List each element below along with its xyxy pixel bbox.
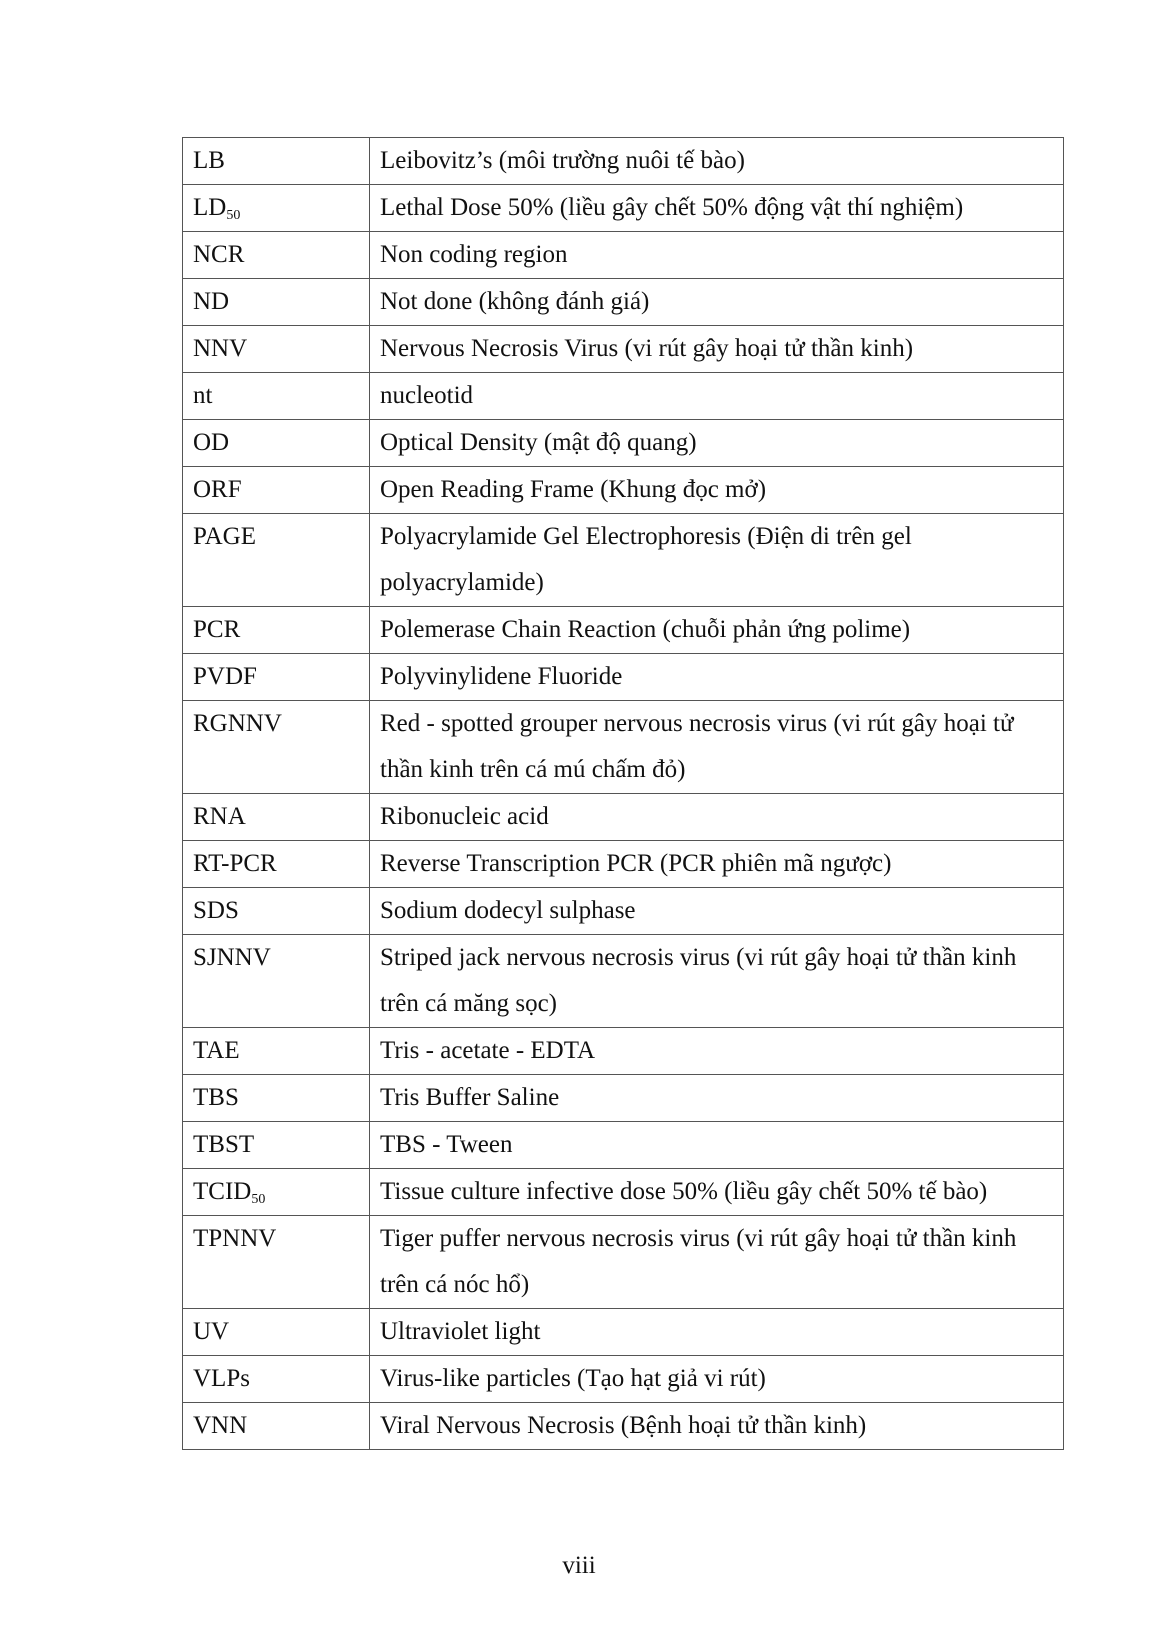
page-number: viii [562,1552,596,1579]
abbreviation-cell: PCR [183,607,370,654]
meaning-cell: Striped jack nervous necrosis virus (vi rút gây hoại tử thần kinh trên cá măng sọc) [370,935,1064,1028]
abbreviation-cell: PAGE [183,514,370,607]
table-row [183,654,1064,701]
meaning-cell: Non coding region [370,232,1064,279]
meaning-cell: Sodium dodecyl sulphase [370,888,1064,935]
meaning-cell: Red - spotted grouper nervous necrosis virus (vi rút gây hoại tử thần kinh trên cá mú chấm đỏ) [370,701,1064,794]
meaning-cell: Reverse Transcription PCR (PCR phiên mã ngược) [370,841,1064,888]
abbreviation-cell: LB [183,138,370,185]
abbreviation-cell: ORF [183,467,370,514]
meaning-cell: Ultraviolet light [370,1309,1064,1356]
abbreviation-cell: PVDF [183,654,370,701]
abbreviation-cell: NCR [183,232,370,279]
table-row [183,1309,1064,1356]
table-row [183,138,1064,185]
abbreviation-cell: UV [183,1309,370,1356]
abbreviation-cell: ND [183,279,370,326]
table-row [183,1028,1064,1075]
abbreviation-cell: TBS [183,1075,370,1122]
table-row [183,1169,1064,1216]
meaning-cell: Viral Nervous Necrosis (Bệnh hoại tử thần kinh) [370,1403,1064,1450]
table-row [183,841,1064,888]
table-row [183,607,1064,654]
abbreviation-cell: nt [183,373,370,420]
table-row [183,467,1064,514]
abbreviation-cell: SJNNV [183,935,370,1028]
meaning-cell: Polyvinylidene Fluoride [370,654,1064,701]
abbreviation-cell: RT-PCR [183,841,370,888]
meaning-cell: Tris Buffer Saline [370,1075,1064,1122]
meaning-cell: TBS - Tween [370,1122,1064,1169]
meaning-cell: Virus-like particles (Tạo hạt giả vi rút) [370,1356,1064,1403]
abbreviation-cell: VLPs [183,1356,370,1403]
meaning-cell: Tissue culture infective dose 50% (liều gây chết 50% tế bào) [370,1169,1064,1216]
subscript: 50 [226,208,241,223]
meaning-cell: Ribonucleic acid [370,794,1064,841]
table-row [183,888,1064,935]
table-row [183,420,1064,467]
abbreviation-cell: VNN [183,1403,370,1450]
meaning-cell: Leibovitz’s (môi trường nuôi tế bào) [370,138,1064,185]
table-row [183,326,1064,373]
meaning-cell: Open Reading Frame (Khung đọc mở) [370,467,1064,514]
meaning-cell: Lethal Dose 50% (liều gây chết 50% động vật thí nghiệm) [370,185,1064,232]
abbreviation-cell: RNA [183,794,370,841]
table-row [183,1216,1064,1309]
meaning-cell: Not done (không đánh giá) [370,279,1064,326]
abbreviation-cell: RGNNV [183,701,370,794]
table-row [183,701,1064,794]
table-row [183,185,1064,232]
table-row [183,1075,1064,1122]
meaning-cell: Nervous Necrosis Virus (vi rút gây hoại tử thần kinh) [370,326,1064,373]
table-row [183,1122,1064,1169]
abbreviation-cell: TPNNV [183,1216,370,1309]
meaning-cell: nucleotid [370,373,1064,420]
abbreviation-cell: $TCID_{50}$ [183,1169,370,1216]
abbreviation-cell: OD [183,420,370,467]
abbreviation-table [182,137,1064,1450]
table-row [183,514,1064,607]
abbreviation-cell: $LD_{50}$ [183,185,370,232]
meaning-cell: Tris - acetate - EDTA [370,1028,1064,1075]
abbreviation-cell: TBST [183,1122,370,1169]
meaning-cell: Polyacrylamide Gel Electrophoresis (Điện di trên gel polyacrylamide) [370,514,1064,607]
table-row [183,373,1064,420]
table-row [183,935,1064,1028]
table-row [183,794,1064,841]
table-row [183,279,1064,326]
meaning-cell: Optical Density (mật độ quang) [370,420,1064,467]
table-row [183,232,1064,279]
abbreviation-cell: SDS [183,888,370,935]
meaning-cell: Polemerase Chain Reaction (chuỗi phản ứng polime) [370,607,1064,654]
abbreviation-cell: NNV [183,326,370,373]
abbreviation-cell: TAE [183,1028,370,1075]
subscript: 50 [251,1192,266,1207]
table-row [183,1356,1064,1403]
table-row [183,1403,1064,1450]
meaning-cell: Tiger puffer nervous necrosis virus (vi rút gây hoại tử thần kinh trên cá nóc hổ) [370,1216,1064,1309]
